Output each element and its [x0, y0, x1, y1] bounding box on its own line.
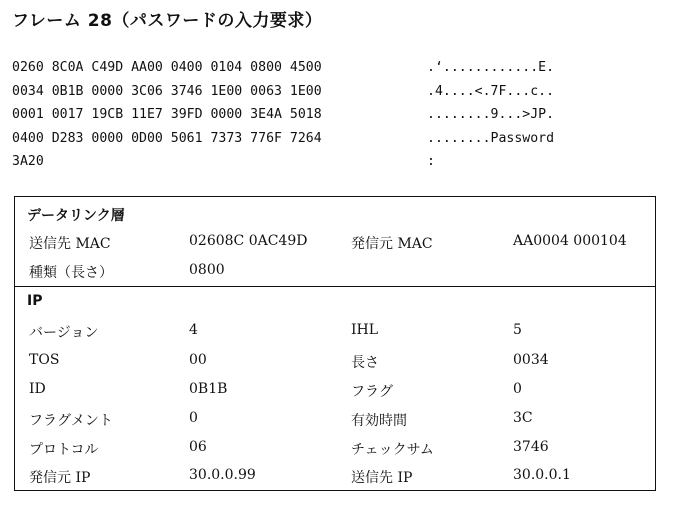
ip-field-label: プロトコル [29, 442, 99, 458]
ascii-line: ........Password [427, 130, 555, 146]
datalink-field-label: 発信元 MAC [351, 236, 433, 252]
ip-field-value: 00 [189, 352, 207, 368]
ascii-line: : [427, 154, 435, 169]
ip-field-value: 3C [513, 410, 533, 426]
hex-line: 0034 0B1B 0000 3C06 3746 1E00 0063 1E00 [12, 83, 322, 99]
ascii-line: .4....<.7F...c.. [427, 83, 555, 99]
ip-field-label: 有効時間 [351, 413, 407, 429]
packet-header-table [14, 196, 656, 491]
ip-field-value: 3746 [513, 439, 549, 455]
ascii-dump [427, 56, 554, 174]
ascii-line: ........9...>JP. [427, 107, 555, 122]
ip-field-label: TOS [29, 352, 60, 368]
hex-line: 3A20 [12, 154, 44, 169]
hex-dump [12, 56, 322, 174]
datalink-field-value: AA0004 000104 [513, 233, 627, 249]
ip-field-value: 0B1B [189, 381, 228, 397]
section-divider [15, 286, 655, 287]
ip-field-label: IHL [351, 322, 379, 338]
datalink-field-value: 0800 [189, 262, 225, 278]
ip-field-value: 0034 [513, 352, 549, 368]
ip-field-label: 送信先 IP [351, 470, 413, 486]
ip-field-label: フラグメント [29, 413, 113, 429]
ip-field-label: 長さ [351, 355, 379, 371]
ip-field-label: ID [29, 381, 46, 397]
ascii-line: .‘............E. [427, 60, 555, 75]
ip-section-title: IP [27, 293, 43, 309]
ip-field-value: 06 [189, 439, 207, 455]
hex-line: 0001 0017 19CB 11E7 39FD 0000 3E4A 5018 [12, 107, 322, 122]
ip-field-label: フラグ [351, 384, 393, 400]
ip-field-value: 4 [189, 322, 198, 338]
ip-field-value: 5 [513, 322, 522, 338]
hex-line: 0260 8C0A C49D AA00 0400 0104 0800 4500 [12, 60, 322, 75]
datalink-field-label: 種類（長さ） [29, 265, 113, 281]
ip-field-label: チェックサム [351, 442, 434, 458]
ip-field-label: バージョン [29, 325, 99, 341]
datalink-section-title: データリンク層 [27, 208, 125, 224]
hex-line: 0400 D283 0000 0D00 5061 7373 776F 7264 [12, 130, 322, 146]
page-title: フレーム 28（パスワードの入力要求） [12, 11, 323, 31]
datalink-field-value: 02608C 0AC49D [189, 233, 308, 249]
ip-field-value: 0 [513, 381, 522, 397]
ip-field-value: 30.0.0.99 [189, 467, 256, 483]
datalink-field-label: 送信先 MAC [29, 236, 111, 252]
ip-field-label: 発信元 IP [29, 470, 91, 486]
ip-field-value: 0 [189, 410, 198, 426]
ip-field-value: 30.0.0.1 [513, 467, 571, 483]
